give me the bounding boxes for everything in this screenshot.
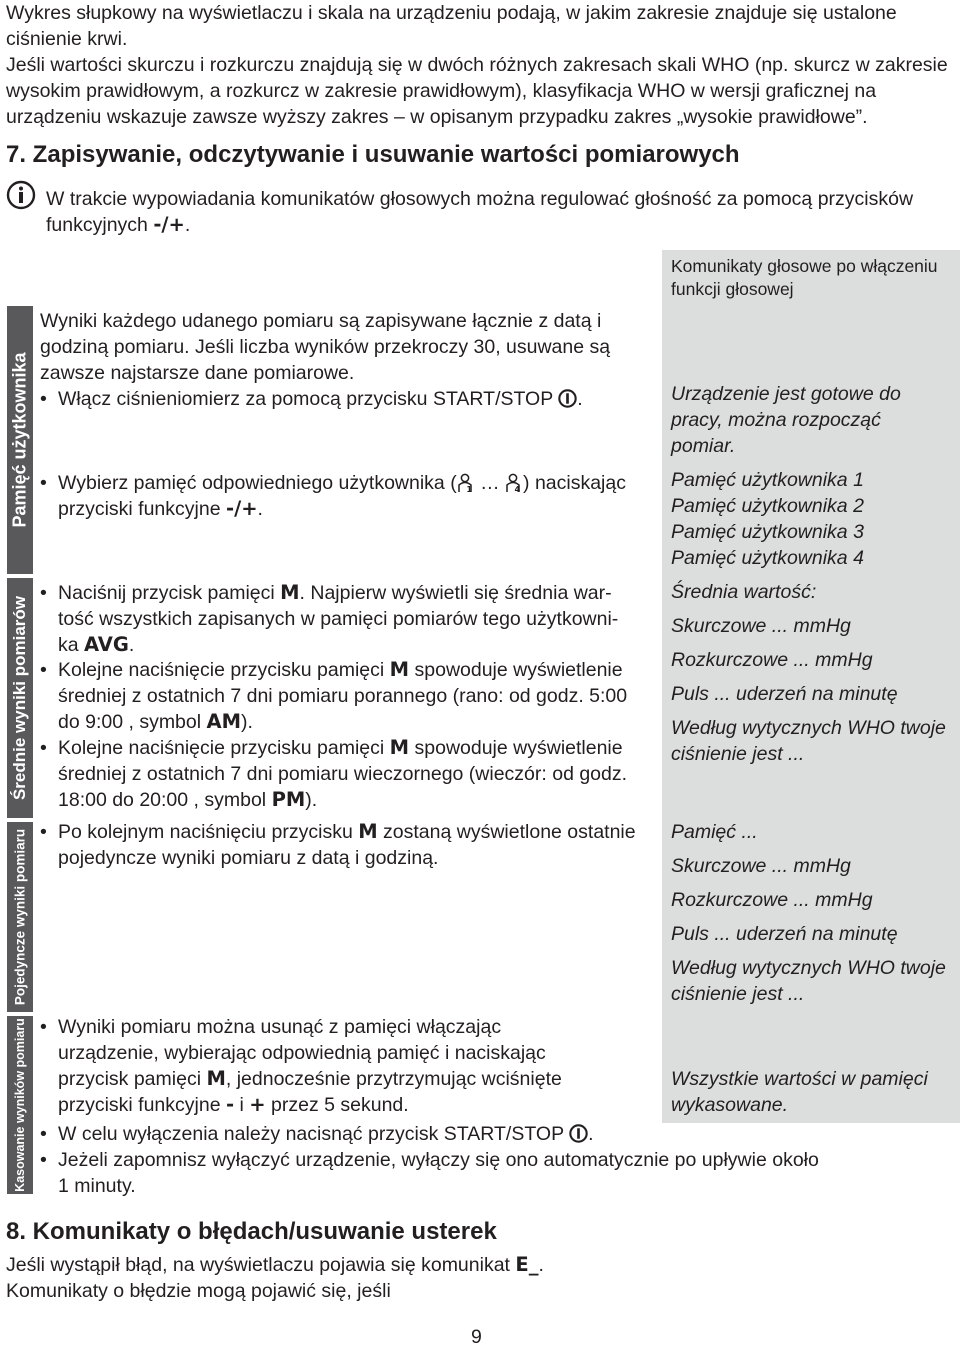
outro-bullet-power-off (58, 1121, 938, 1147)
memory-m-symbol: M (358, 820, 378, 843)
memory-bullet-2-ellipsis: … (474, 472, 506, 494)
voice-average-who-line-1: Według wytycznych WHO twoje (671, 717, 946, 739)
voice-average-systolic: Skurczowe ... mmHg (671, 615, 851, 637)
bullet: • (40, 821, 47, 843)
delete-line-4a: przyciski funkcyjne (58, 1094, 221, 1116)
section-8-line-1: Jeśli wystąpił błąd, na wyświetlaczu pojawia się komunikat (6, 1254, 510, 1276)
info-note (46, 186, 956, 238)
voice-user-memory-1: Pamięć użytkownika 1 (671, 469, 864, 491)
outro-b1-text: W celu wyłączenia należy nacisnąć przycisk START/STOP (58, 1123, 564, 1145)
plus-minus-symbol: -/+ (225, 497, 258, 520)
outro-b2-line-1: Jeżeli zapomnisz wyłączyć urządzenie, wyłączy się ono automatycznie po upływie około (58, 1149, 819, 1171)
error-code: E_ (515, 1253, 539, 1276)
side-tab-averages (7, 578, 33, 818)
info-circle-icon (6, 180, 36, 210)
bullet: • (40, 472, 47, 494)
averages-bullet-evening (58, 735, 658, 813)
am-symbol: AM (206, 710, 242, 733)
averages-b1-line-3: ka (58, 634, 79, 656)
bullet: • (40, 1123, 47, 1145)
memory-bullet-select-user (58, 470, 658, 522)
averages-bullet-morning (58, 657, 658, 735)
voice-single-who-line-1: Według wytycznych WHO twoje (671, 957, 946, 979)
averages-b2-end: ). (241, 711, 253, 733)
voice-user-memory-4: Pamięć użytkownika 4 (671, 547, 864, 569)
info-note-end: . (184, 214, 191, 236)
intro-text-1: Wykres słupkowy na wyświetlaczu i skala na urządzeniu podają, w jakim zakresie znajduje się ustalone ciśnienie krwi. (6, 2, 897, 50)
voice-ready-line-3: pomiar. (671, 435, 736, 457)
averages-bullet-1 (58, 580, 658, 658)
memory-m-symbol: M (389, 658, 410, 681)
delete-line-4b: przez 5 sekund. (265, 1094, 409, 1116)
side-tab-delete (7, 1016, 33, 1194)
outro-b2-line-2: 1 minuty. (58, 1175, 136, 1197)
side-tab-single-label: Pojedyncze wyniki pomiaru (12, 828, 28, 1006)
bullet: • (40, 737, 47, 759)
averages-b2-text-b: spowoduje wyświetlenie (414, 659, 623, 681)
info-note-text: W trakcie wypowiadania komunikatów głosowych można regulować głośność za pomocą przycisków funkcyjnych (46, 188, 914, 236)
voice-ready-line-1: Urządzenie jest gotowe do (671, 383, 901, 405)
user-icon (457, 473, 475, 493)
single-b1-text-b: zostaną wyświetlone ostatnie (383, 821, 636, 843)
user-icon-number-first: 1 (466, 485, 472, 493)
voice-single-who (671, 955, 959, 1007)
voice-user-memory (671, 467, 959, 571)
outro-bullet-auto-off (58, 1147, 938, 1199)
voice-single-memory: Pamięć ... (671, 821, 758, 843)
memory-bullet-2-text-b: ) naciskając (523, 472, 626, 494)
page-number: 9 (471, 1326, 482, 1348)
memory-bullet-1-text: Włącz ciśnieniomierz za pomocą przycisku START/STOP (58, 388, 553, 410)
outro-b1-end: . (588, 1123, 594, 1145)
side-tab-averages-label: Średnie wyniki pomiarów (10, 595, 29, 801)
power-button-icon (569, 1124, 588, 1143)
section-7-title: 7. Zapisywanie, odczytywanie i usuwanie wartości pomiarowych (6, 141, 740, 168)
memory-bullet-2-end: . (257, 498, 263, 520)
voice-single-pulse: Puls ... uderzeń na minutę (671, 923, 898, 945)
voice-average-pulse: Puls ... uderzeń na minutę (671, 683, 898, 705)
section-8-text (6, 1252, 946, 1304)
side-tab-memory-label: Pamięć użytkownika (9, 352, 30, 528)
voice-average-diastolic: Rozkurczowe ... mmHg (671, 649, 873, 671)
memory-bullet-1-end: . (577, 388, 583, 410)
power-button-icon (558, 389, 577, 408)
averages-b3-text-a: Kolejne naciśnięcie przycisku pamięci (58, 737, 385, 759)
bullet: • (40, 1149, 47, 1171)
delete-line-1: Wyniki pomiaru można usunąć z pamięci włączając (58, 1016, 502, 1038)
voice-average-title: Średnia wartość: (671, 581, 817, 603)
pm-symbol: PM (271, 788, 306, 811)
plus-symbol: + (249, 1093, 266, 1116)
voice-single-who-line-2: ciśnienie jest ... (671, 983, 805, 1005)
intro-text-2: Jeśli wartości skurczu i rozkurczu znajdują się w dwóch różnych zakresach skali WHO (np. skurcz w zakresie wysokim prawidłowym, a rozkurcz w zakresie prawidłowym), klasyfikacja WHO w wersji graficznej na urządzeniu wskazuje zawsze wyższy zakres – w opisanym przypadku zakres „wysokie prawidłowe”. (6, 54, 948, 128)
voice-user-memory-2: Pamięć użytkownika 2 (671, 495, 864, 517)
minus-symbol: - (225, 1093, 235, 1116)
averages-b1-end: . (128, 634, 135, 656)
voice-deleted-line-2: wykasowane. (671, 1094, 789, 1116)
section-8-line-2: Komunikaty o błędzie mogą pojawić się, jeśli (6, 1280, 391, 1302)
memory-m-symbol: M (280, 581, 300, 604)
memory-m-symbol: M (389, 736, 410, 759)
memory-intro: Wyniki każdego udanego pomiaru są zapisywane łącznie z datą i godziną pomiaru. Jeśli liczba wyników przekroczy 30, usuwane są zawsze najstarsze dane pomiarowe. (40, 310, 611, 384)
user-icon-number-last: 4 (514, 485, 521, 493)
averages-b2-line-2: średniej z ostatnich 7 dni pomiaru porannego (rano: od godz. 5:00 (58, 685, 628, 707)
bullet: • (40, 388, 47, 410)
voice-user-memory-3: Pamięć użytkownika 3 (671, 521, 864, 543)
intro-paragraph-1 (6, 0, 956, 130)
bullet: • (40, 582, 47, 604)
side-tab-delete-label: Kasowanie wyników pomiaru (13, 1018, 27, 1192)
user-icon (505, 473, 523, 493)
avg-symbol: AVG (84, 633, 129, 656)
section-8-line-1-end: . (538, 1254, 544, 1276)
delete-bullet (58, 1014, 658, 1118)
bullet: • (40, 659, 47, 681)
averages-b1-line-1: Naciśnij przycisk pamięci (58, 582, 275, 604)
voice-deleted-line-1: Wszystkie wartości w pamięci (671, 1068, 928, 1090)
delete-line-3a: przycisk pamięci (58, 1068, 202, 1090)
delete-line-4-and: i (234, 1094, 250, 1116)
averages-b3-line-3: 18:00 do 20:00 , symbol (58, 789, 267, 811)
side-tab-single (7, 822, 33, 1012)
delete-line-2: urządzenie, wybierając odpowiednią pamięć i naciskając (58, 1042, 546, 1064)
averages-b3-line-2: średniej z ostatnich 7 dni pomiaru wieczornego (wieczór: od godz. (58, 763, 628, 785)
single-b1-text-a: Po kolejnym naciśnięciu przycisku (58, 821, 353, 843)
voice-single-diastolic: Rozkurczowe ... mmHg (671, 889, 873, 911)
bullet: • (40, 1016, 47, 1038)
side-tab-memory (7, 306, 33, 574)
memory-bullet-2-text-c: przyciski funkcyjne (58, 498, 221, 520)
voice-messages-header: Komunikaty głosowe po włączeniu funkcji głosowej (671, 256, 938, 299)
averages-b1-after-m: . Najpierw wyświetli się średnia war- (299, 582, 612, 604)
voice-single-systolic: Skurczowe ... mmHg (671, 855, 851, 877)
memory-m-symbol: M (206, 1067, 226, 1090)
memory-bullet-power-on (58, 386, 658, 412)
single-b1-line-2: pojedyncze wyniki pomiaru z datą i godziną. (58, 847, 439, 869)
section-8-title: 8. Komunikaty o błędach/usuwanie usterek (6, 1218, 497, 1245)
single-bullet (58, 819, 658, 871)
voice-average-who-line-2: ciśnienie jest ... (671, 743, 805, 765)
delete-line-3b: , jednocześnie przytrzymując wciśnięte (225, 1068, 562, 1090)
averages-b1-line-2: tość wszystkich zapisanych w pamięci pomiarów tego użytkowni- (58, 608, 619, 630)
averages-b3-end: ). (305, 789, 318, 811)
memory-bullet-2-text-a: Wybierz pamięć odpowiedniego użytkownika ( (58, 472, 457, 494)
averages-b2-line-3: do 9:00 , symbol (58, 711, 202, 733)
voice-deleted (671, 1066, 959, 1118)
plus-minus-symbol: -/+ (153, 213, 185, 236)
averages-b3-text-b: spowoduje wyświetlenie (414, 737, 623, 759)
voice-average-who (671, 715, 959, 767)
voice-ready (671, 381, 959, 459)
averages-b2-text-a: Kolejne naciśnięcie przycisku pamięci (58, 659, 385, 681)
voice-ready-line-2: pracy, można rozpocząć (671, 409, 881, 431)
